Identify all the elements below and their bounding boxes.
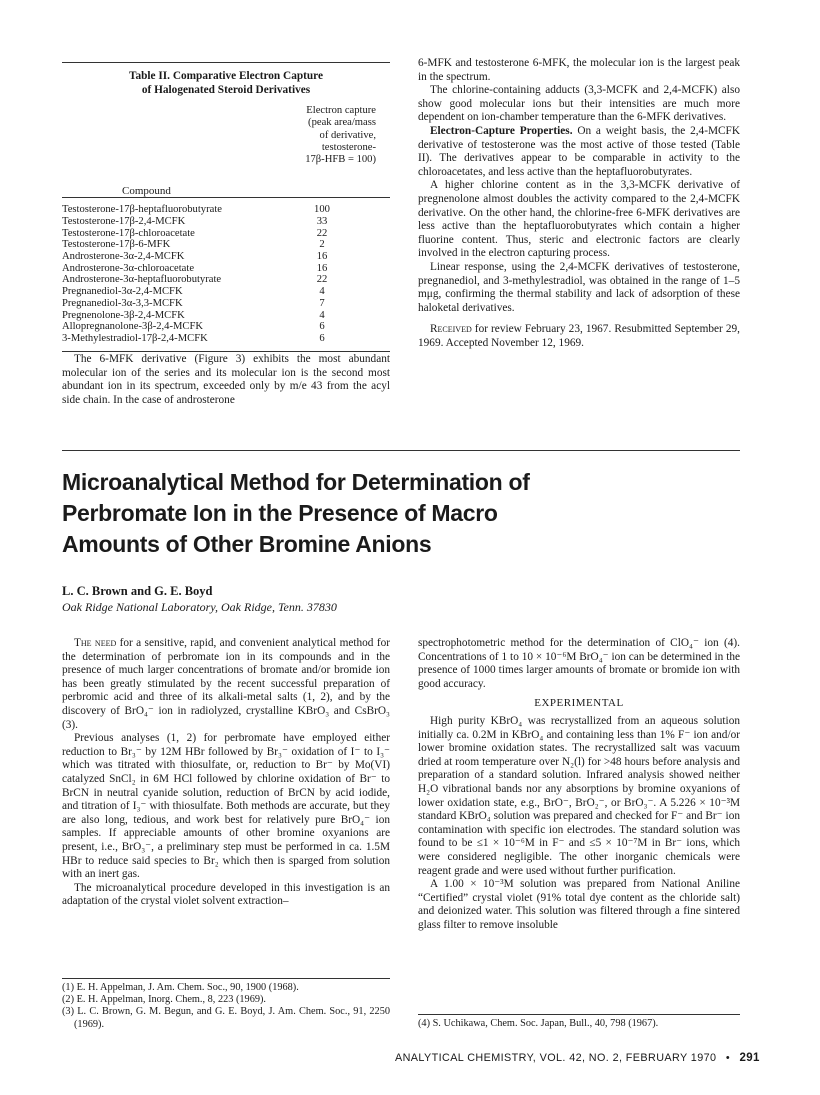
footnote-rule-left (62, 978, 390, 979)
right-top-p2: The chlorine-containing adducts (3,3-MCFK and 2,4-MCFK) also show good molecular ions but their intensities are much more dependent on ion-chamber temperature than the 6-MFK derivatives. (418, 84, 740, 124)
left-top-paragraph (62, 353, 390, 407)
article-title (62, 467, 622, 560)
previous-analyses-paragraph: Previous analyses (1, 2) for perbromate have employed either reduction to Br₃⁻ by 12M HBr followed by Br₃⁻ oxidation of I⁻ to I₃⁻ which was titrated with thiosulfate, or, reduction to Br⁻ by Mo(VI) catalyzed SnCl₂ in 6M HCl followed by chlorine oxidation of Br⁻ to BrCN in neutral cyanide solution, reduction of BrCN by acid iodide, and titration of I₃⁻ with thiosulfate. Both methods are accurate, but they are also long, tedious, and work best for relatively pure BrO₄⁻ ion samples. If appreciable amounts of other bromine oxyanions are present, i.e., BrO₃⁻, a preliminary step must be performed in ca. 1.5M HBr to reduce said species to Br₂ which then is sparged from solution with an inert gas. (62, 732, 390, 881)
table-header-rule (62, 197, 390, 198)
article-divider (62, 450, 740, 451)
page-number: 291 (739, 1052, 760, 1064)
electron-capture-cell: 4 (319, 286, 325, 298)
right-body-column (418, 637, 740, 932)
compound-cell: Pregnenolone-3β-2,4-MCFK (62, 309, 185, 321)
table-row (62, 274, 390, 286)
right-body-p3: A 1.00 × 10⁻³M solution was prepared from National Aniline “Certified” crystal violet (91% total dye content as the chloride salt) and deionized water. This solution was filtered through a fine sintered glass filter to remove insoluble (418, 878, 740, 931)
table-caption-line2: of Halogenated Steroid Derivatives (141, 83, 311, 96)
table-row (62, 228, 390, 240)
title-line-2: Perbromate Ion in the Presence of Macro (62, 500, 498, 526)
footnotes-left (62, 982, 390, 1031)
compound-cell: Testosterone-17β-2,4-MCFK (62, 215, 186, 227)
received-label: Received (430, 323, 472, 336)
compound-cell: Androsterone-3α-chloroacetate (62, 262, 195, 274)
reference-4: (4) S. Uchikawa, Chem. Soc. Japan, Bull., 40, 798 (1967). (418, 1018, 659, 1029)
compound-cell: Pregnanediol-3α-2,4-MCFK (62, 286, 183, 298)
table-row (62, 333, 390, 345)
left-body-column (62, 637, 390, 909)
footnote-rule-right (418, 1014, 740, 1015)
reference-2: (2) E. H. Appelman, Inorg. Chem., 8, 223 (1969). (62, 994, 267, 1006)
table-row (62, 239, 390, 251)
derivative-paragraph: The 6-MFK derivative (Figure 3) exhibits the most abundant molecular ion of the series and its molecular ion is the second most abundant ion in its spectrum, exceeded only by m/e 43 from the acyl side chain. In the case of androsterone (62, 353, 390, 406)
electron-capture-cell: 22 (316, 227, 328, 239)
electron-capture-cell: 6 (319, 332, 325, 344)
table-row (62, 204, 390, 216)
reference-1: (1) E. H. Appelman, J. Am. Chem. Soc., 90, 1900 (1968). (62, 982, 299, 993)
received-note (418, 323, 740, 350)
column-header-electron-capture: Electron capture (peak area/mass of derivative, testosterone- 17β-HFB = 100) (305, 105, 376, 166)
right-top-p4: A higher chlorine content as in the 3,3-MCFK derivative of pregnenolone almost doubles the activity compared to the 2,4-MCFK derivative. On the other hand, the chlorine-free 6-MFK derivatives are less active than the heptafluorobutyrates which contain a higher fluorine content. Thus, steric and electronic factors are clearly involved in the electron capturing process. (418, 179, 740, 260)
electron-capture-cell: 16 (316, 262, 328, 274)
table-caption-line1: Table II. Comparative Electron Capture (128, 70, 324, 82)
table-row (62, 263, 390, 275)
intro-paragraph (62, 637, 390, 732)
journal-line: ANALYTICAL CHEMISTRY, VOL. 42, NO. 2, FEBRUARY 1970 (395, 1052, 717, 1064)
compound-cell: Testosterone-17β-chloroacetate (62, 227, 195, 239)
electron-capture-cell: 100 (314, 204, 330, 216)
affiliation: Oak Ridge National Laboratory, Oak Ridge, Tenn. 37830 (62, 600, 337, 614)
electron-capture-cell: 33 (316, 215, 328, 227)
right-body-p2: High purity KBrO₄ was recrystallized from an aqueous solution initially ca. 0.2M in KBrO₄ and containing less than 1% F⁻ ion and/or lower bromine oxidation states. The recrystallized salt was vacuum dried at room temperature over N₂(l) for >48 hours before analysis and preparation of a standard solution. Infrared analysis showed neither H₂O vibrational bands nor any absorptions by bromine oxyanions of lower oxidation state, e.g., BrO⁻, BrO₂⁻, or BrO₃⁻. A 5.226 × 10⁻³M standard KBrO₄ solution was prepared and checked for F⁻ and Br⁻ ion contamination with specific ion electrodes. The standard solution was found to be ≤1 × 10⁻⁶M in F⁻ and ≤5 × 10⁻⁷M in Br⁻ ions, which were considered negligible. The other inorganic chemicals were reagent grade and were used without further purification. (418, 714, 740, 877)
compound-cell: Androsterone-3α-2,4-MCFK (62, 251, 185, 262)
title-line-1: Microanalytical Method for Determination of (62, 469, 530, 495)
intro-text: for a sensitive, rapid, and convenient analytical method for the determination of perbromate ion in its compounds and in the presence of much larger concentrations of bromate and/or bromide ion has been greatly stimulated by the recent successful preparation of perbromic acid and three of its alkali-metal salts (1, 2), and by the discovery of BrO₄⁻ ion in radiolyzed, crystalline KBrO₃ and CsBrO₃ (3). (62, 637, 390, 731)
section-heading-experimental: EXPERIMENTAL (534, 697, 624, 710)
table-row (62, 310, 390, 322)
reference-3: (3) L. C. Brown, G. M. Begun, and G. E. Boyd, J. Am. Chem. Soc., 91, 2250 (1969). (62, 1006, 390, 1030)
table-body (62, 204, 390, 344)
right-top-p3-text: On a weight basis, the 2,4-MCFK derivative of testosterone was the most active of those tested (Table II). The derivatives appear to be comparable in activity to the chloroacetates, and less active than the heptafluorobutyrates. (418, 124, 740, 178)
electron-capture-cell: 16 (316, 251, 328, 262)
table-row (62, 216, 390, 228)
footnotes-right (418, 1018, 740, 1030)
table-ii (62, 62, 390, 352)
table-caption (62, 70, 390, 97)
electron-capture-cell: 6 (319, 321, 325, 333)
column-header-compound: Compound (122, 185, 171, 198)
right-top-column (418, 57, 740, 350)
electron-capture-cell: 22 (316, 274, 328, 286)
compound-cell: Testosterone-17β-heptafluorobutyrate (62, 204, 222, 216)
authors: L. C. Brown and G. E. Boyd (62, 584, 213, 598)
table-row (62, 298, 390, 310)
compound-cell: 3-Methylestradiol-17β-2,4-MCFK (62, 332, 208, 344)
right-top-p1: 6-MFK and testosterone 6-MFK, the molecular ion is the largest peak in the spectrum. (418, 57, 740, 83)
footer-bullet: • (725, 1052, 731, 1064)
section-head-electron-capture: Electron-Capture Properties. (430, 124, 573, 137)
table-row (62, 286, 390, 298)
page-footer (395, 1052, 760, 1064)
compound-cell: Androsterone-3α-heptafluorobutyrate (62, 274, 222, 286)
right-top-p5: Linear response, using the 2,4-MCFK derivatives of testosterone, pregnanediol, and 3-methylestradiol, was obtained in the range of 1–5 mμg, confirming the thermal stability and lack of adsorption of these haloketal derivatives. (418, 260, 740, 314)
electron-capture-cell: 2 (319, 239, 325, 251)
table-header (62, 101, 390, 197)
compound-cell: Testosterone-17β-6-MFK (62, 239, 171, 251)
table-bottom-rule (62, 351, 390, 352)
right-body-p1: spectrophotometric method for the determination of ClO₄⁻ ion (4). Concentrations of 1 to 10 × 10⁻⁶M BrO₄⁻ ion can be determined in the presence of 1000 times larger amounts of bromate or bromide ion with good accuracy. (418, 637, 740, 690)
table-row (62, 251, 390, 263)
intro-lead: The need (74, 637, 117, 649)
electron-capture-cell: 7 (319, 297, 325, 309)
compound-cell: Allopregnanolone-3β-2,4-MCFK (62, 321, 204, 333)
compound-cell: Pregnanediol-3α-3,3-MCFK (62, 297, 183, 309)
electron-capture-cell: 4 (319, 309, 325, 321)
table-row (62, 321, 390, 333)
procedure-paragraph: The microanalytical procedure developed in this investigation is an adaptation of the crystal violet solvent extraction– (62, 881, 390, 908)
received-text: for review February 23, 1967. Resubmitted September 29, 1969. Accepted November 12, 1969. (418, 323, 740, 349)
right-top-p3 (418, 125, 740, 179)
title-line-3: Amounts of Other Bromine Anions (62, 531, 432, 557)
